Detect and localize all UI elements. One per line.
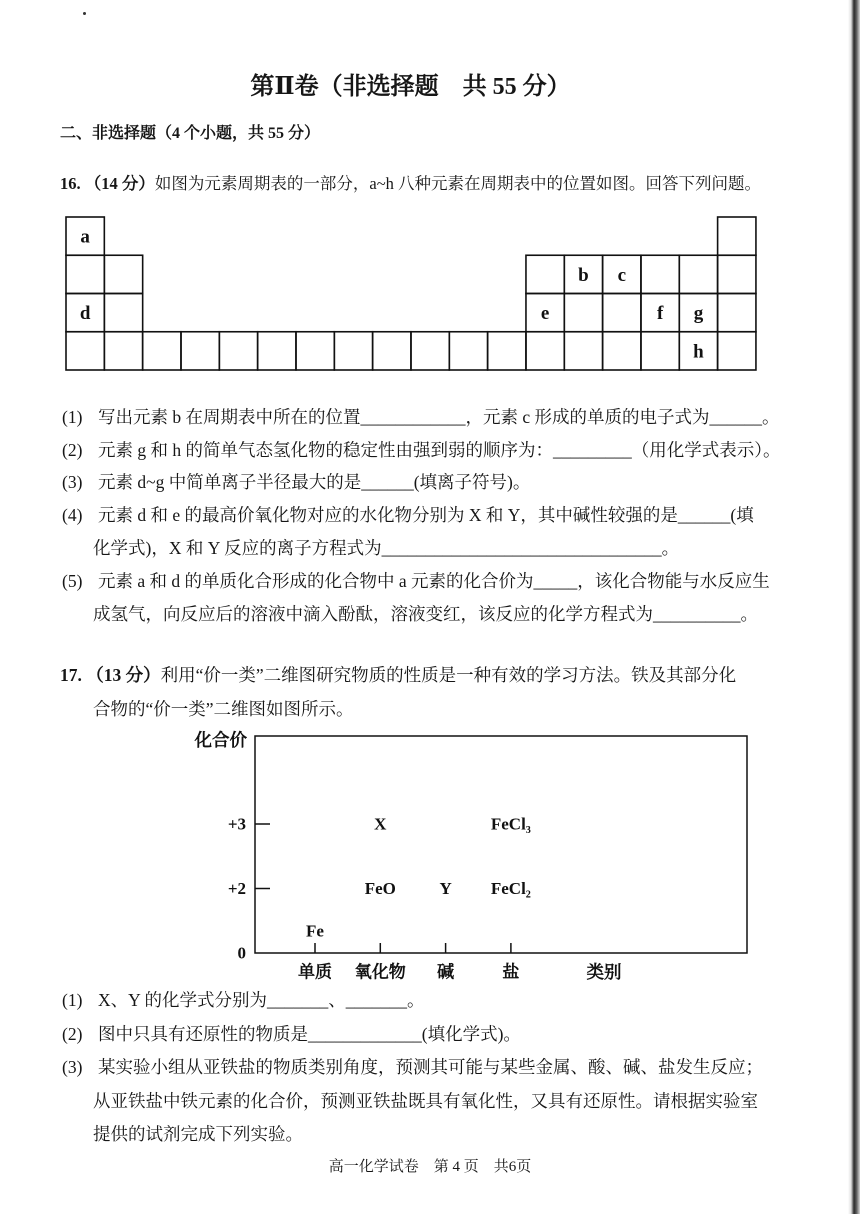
periodic-table-cell [718,255,756,293]
periodic-table-cell [526,255,564,293]
periodic-table-cell [296,332,334,370]
element-label-a: a [80,226,90,248]
periodic-table-cell [143,332,181,370]
periodic-table-cell [104,255,142,293]
species-label: FeCl₂ [490,879,531,898]
periodic-table-cell [488,332,526,370]
species-label: Fe [306,921,324,941]
periodic-table-cell [603,294,641,332]
periodic-table-cell [181,332,219,370]
x-category-label: 碱 [437,962,455,982]
element-label-f: f [656,303,664,325]
periodic-table-cell [258,332,296,370]
species-label: FeCl₃ [490,814,531,834]
section-heading: 二、非选择题（4 个小题，共 55 分） [60,125,321,142]
part-label: (3) [62,472,83,492]
q16-part-4 [62,507,754,525]
q16-stem [60,176,761,193]
periodic-table-cell [66,332,104,370]
x-axis-title: 类别 [586,962,622,982]
q17-stem [60,667,736,685]
y-tick-label: 0 [237,943,246,963]
part-text: 某实验小组从亚铁盐的物质类别角度，预测其可能与某些金属、酸、碱、盐发生反应； [98,1057,763,1077]
element-label-h: h [693,341,704,363]
x-category-label: 氧化物 [354,962,406,982]
q17-part-2 [62,1026,521,1044]
periodic-table-cell [219,332,257,370]
q17-part-1 [62,992,425,1010]
part-label: (1) [62,407,83,427]
valence-category-figure [180,722,760,990]
part-label: (3) [62,1057,83,1077]
x-category-label: 单质 [298,962,332,982]
periodic-table-cell [449,332,487,370]
species-label: FeO [364,879,396,898]
element-label-c: c [617,264,627,286]
q17-part-3 [62,1059,763,1077]
periodic-table-cell [718,217,756,255]
species-label: X [374,814,387,834]
element-label-e: e [540,303,550,325]
q16-stem-text: 如图为元素周期表的一部分，a~h 八种元素在周期表中的位置如图。回答下列问题。 [154,174,762,193]
page-footer: 高一化学试卷 第 4 页 共6页 [328,1159,532,1175]
periodic-table-cell [641,255,679,293]
periodic-table-cell [564,332,602,370]
periodic-table-cell [104,294,142,332]
part-label: (1) [62,990,83,1010]
scan-speck [83,12,86,15]
q17-stem-continued: 合物的“价一类”二维图如图所示。 [93,699,354,719]
periodic-table-cell [334,332,372,370]
periodic-table-cell [718,294,756,332]
part-label: (2) [62,1024,83,1044]
periodic-table-cell [66,255,104,293]
periodic-table-figure [60,210,765,378]
q17-part-3-continued-2: 提供的试剂完成下列实验。 [93,1124,303,1144]
species-label: Y [439,879,452,898]
y-axis-title: 化合价 [194,730,247,750]
q16-score: （14 分） [84,174,155,193]
paper-section-title: 第Ⅱ卷（非选择题 共 55 分） [250,74,571,100]
element-label-b: b [578,264,589,286]
q17-number: 17. [60,665,82,685]
element-label-d: d [79,303,91,325]
q16-part-5-continued: 成氢气，向反应后的溶液中滴入酚酞，溶液变红，该反应的化学方程式为__________。 [93,604,758,624]
scan-edge-shadow [848,0,860,1214]
part-text: 元素 d~g 中简单离子半径最大的是______(填离子符号)。 [98,472,531,492]
q16-part-5 [62,573,770,591]
part-text: 写出元素 b 在周期表中所在的位置____________，元素 c 形成的单质的电子式为______。 [98,407,780,427]
q17-stem-text: 利用“价一类”二维图研究物质的性质是一种有效的学习方法。铁及其部分化 [160,665,737,685]
q16-part-1 [62,409,780,427]
x-category-label: 盐 [502,962,520,982]
y-tick-label: +2 [227,879,246,898]
periodic-table-cell [641,332,679,370]
periodic-table-cell [526,332,564,370]
periodic-table-cell [679,255,717,293]
q16-part-2 [62,442,781,460]
part-label: (4) [62,505,83,525]
periodic-table-cell [603,332,641,370]
q16-part-4-continued: 化学式)，X 和 Y 反应的离子方程式为________________________________。 [93,538,680,558]
part-text: 元素 a 和 d 的单质化合形成的化合物中 a 元素的化合价为_____，该化合物能与水反应生 [98,571,770,591]
figure-frame [255,736,747,953]
q17-score: （13 分） [86,665,161,685]
periodic-table-cell [411,332,449,370]
y-tick-label: +3 [227,814,246,834]
part-text: 元素 g 和 h 的简单气态氢化物的稳定性由强到弱的顺序为：_________（用化学式表示）。 [98,440,781,460]
part-text: 元素 d 和 e 的最高价氧化物对应的水化物分别为 X 和 Y，其中碱性较强的是______(填 [98,505,754,525]
q17-part-3-continued: 从亚铁盐中铁元素的化合价，预测亚铁盐既具有氧化性，又具有还原性。请根据实验室 [93,1091,758,1111]
periodic-table-cell [373,332,411,370]
periodic-table-cell [718,332,756,370]
part-label: (5) [62,571,83,591]
q16-number: 16. [60,174,81,193]
part-text: X、Y 的化学式分别为_______、_______。 [98,990,425,1010]
q16-part-3 [62,474,530,492]
part-text: 图中只具有还原性的物质是_____________(填化学式)。 [98,1024,521,1044]
periodic-table-cell [564,294,602,332]
periodic-table-cell [104,332,142,370]
part-label: (2) [62,440,83,460]
element-label-g: g [693,303,704,325]
